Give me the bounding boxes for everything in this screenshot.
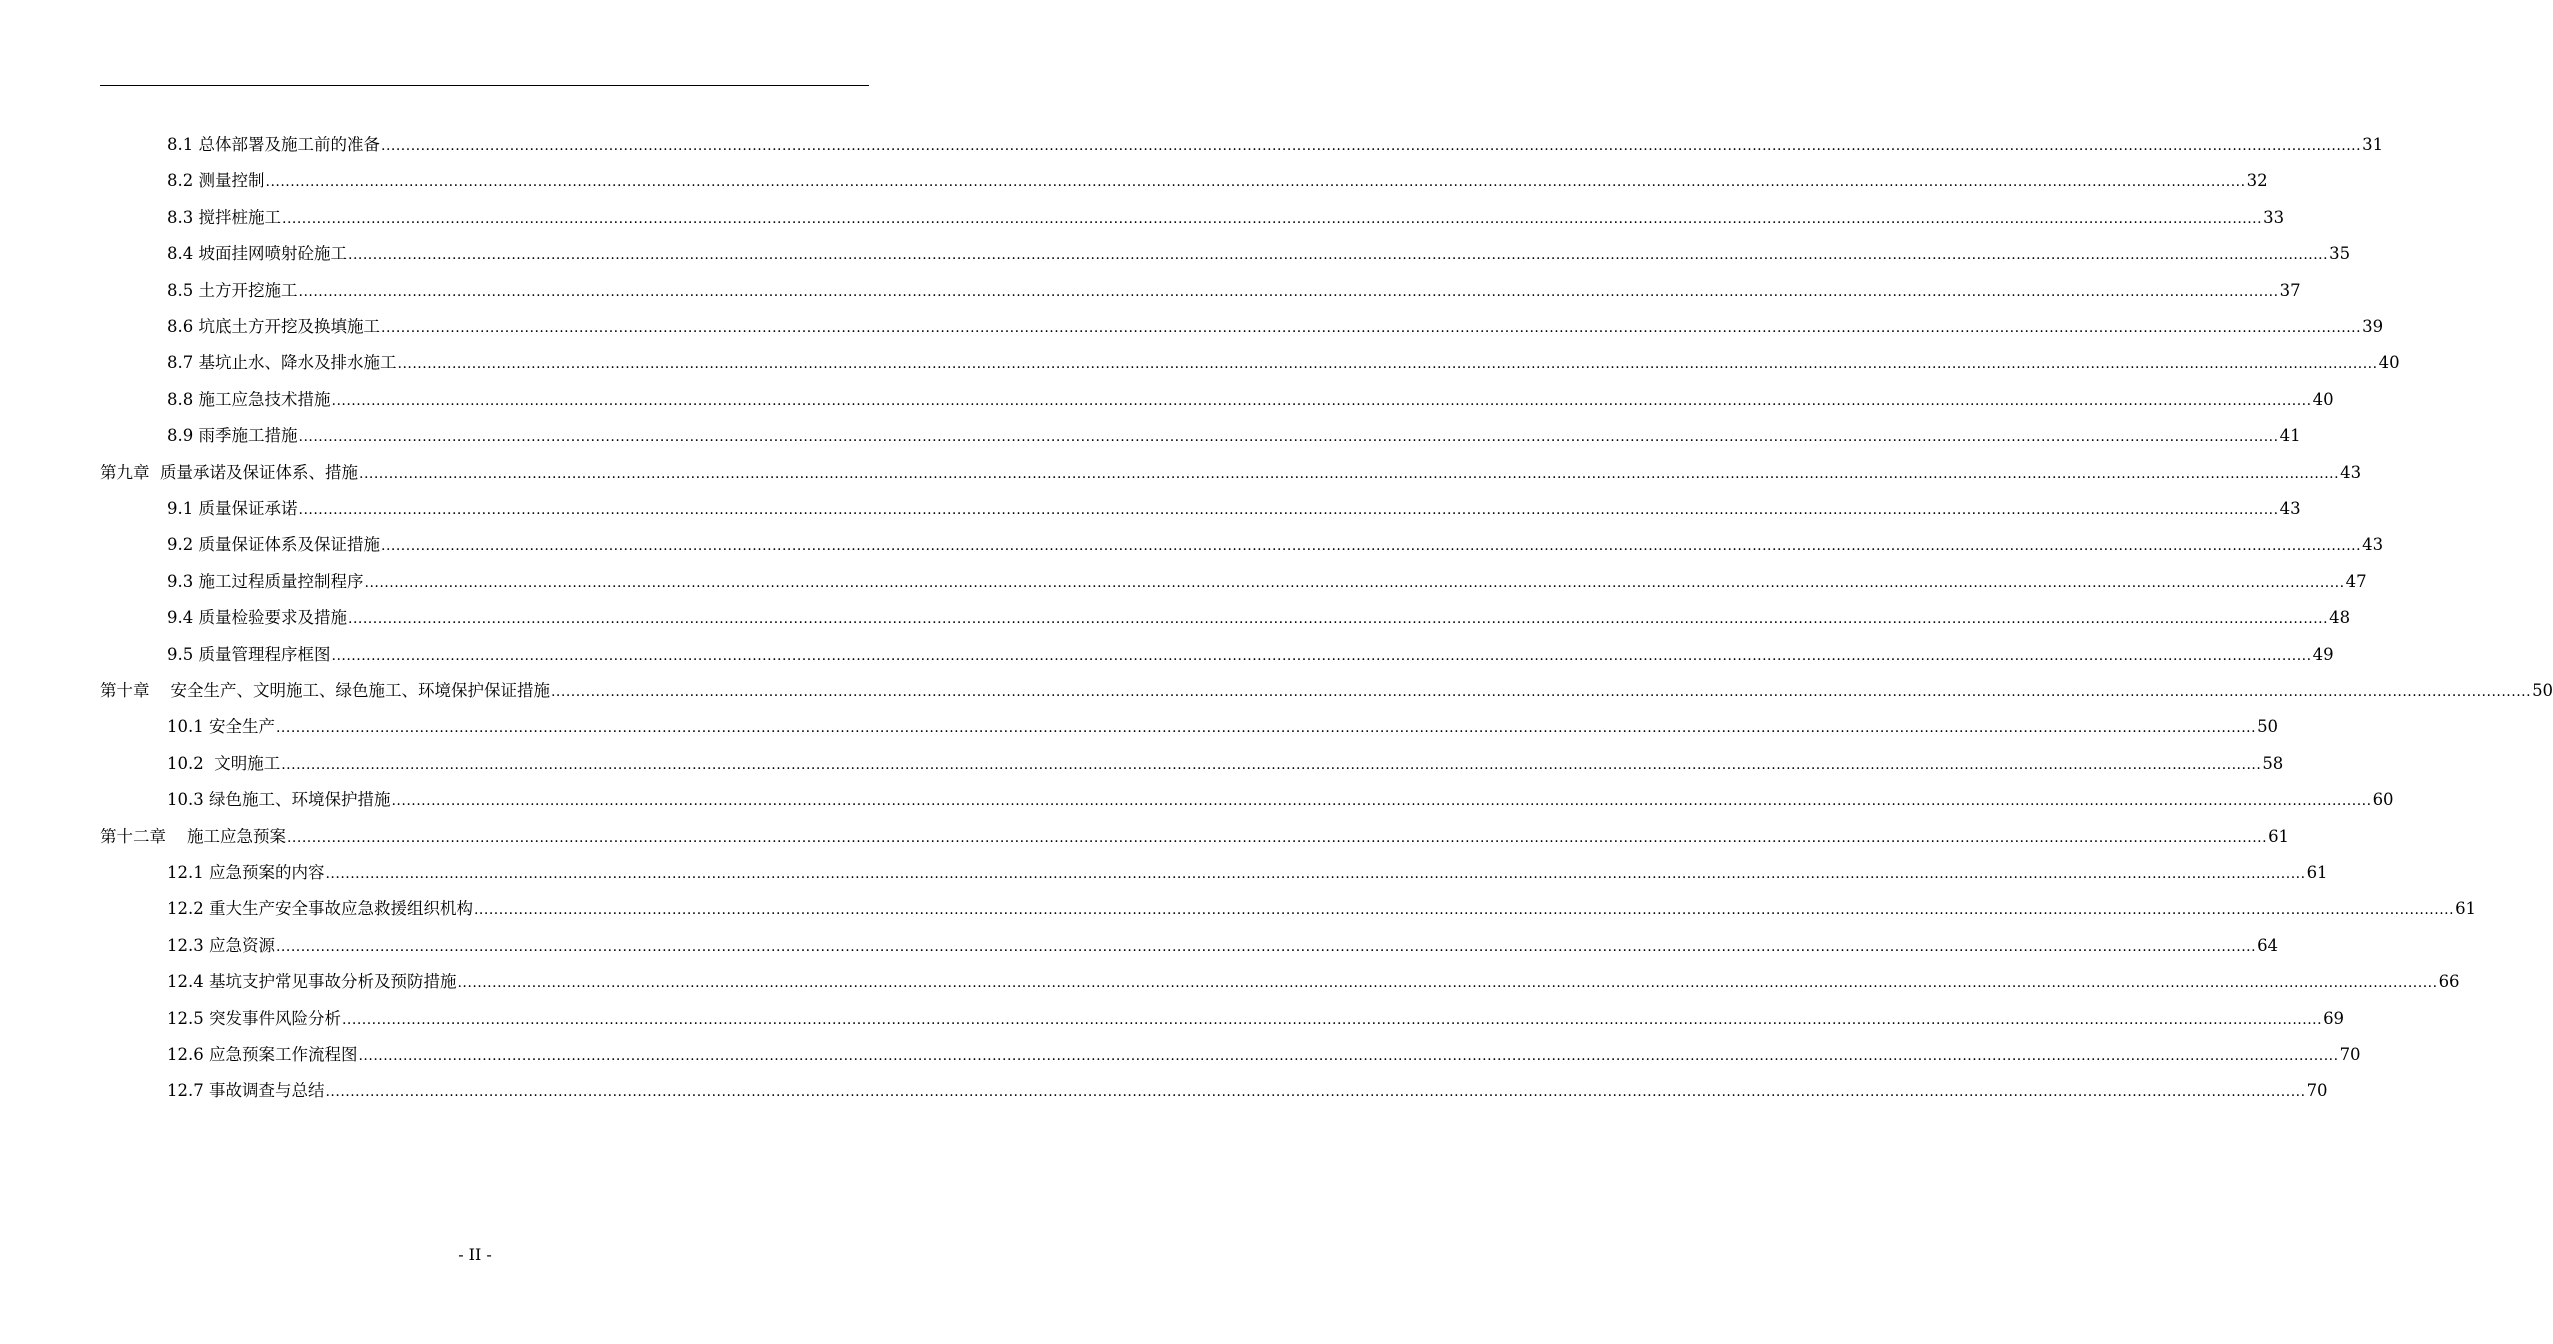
toc-section-entry[interactable] — [167, 228, 2351, 264]
toc-entry-page: 40 — [2312, 389, 2334, 409]
toc-section-entry[interactable] — [167, 119, 2384, 155]
toc-dot-leader: ................................................................................................................................................................................................................................................................................................................................................................................................................ — [381, 320, 2362, 336]
toc-entry-page: 70 — [2306, 1081, 2328, 1101]
toc-entry-page: 35 — [2329, 244, 2351, 264]
toc-entry-title: 8.6 坑底土方开挖及换填施工 — [167, 317, 380, 336]
toc-entry-title: 8.7 基坑止水、降水及排水施工 — [167, 353, 397, 373]
toc-entry-title: 8.8 施工应急技术措施 — [167, 389, 331, 409]
toc-entry-title: 8.9 雨季施工措施 — [167, 426, 298, 446]
toc-entry-page: 60 — [2372, 790, 2394, 810]
toc-section-entry[interactable] — [167, 1065, 2328, 1101]
toc-entry-page: 66 — [2438, 972, 2460, 992]
toc-entry-title: 10.2 文明施工 — [167, 753, 281, 773]
toc-dot-leader: ................................................................................................................................................................................................................................................................................................................................................................................................................ — [286, 829, 2268, 846]
toc-section-entry[interactable] — [167, 265, 2301, 301]
toc-dot-leader: ................................................................................................................................................................................................................................................................................................................................................................................................................ — [325, 866, 2306, 882]
toc-entry-page: 61 — [2306, 863, 2328, 882]
toc-section-entry[interactable] — [167, 847, 2328, 883]
toc-entry-title: 12.2 重大生产安全事故应急救援组织机构 — [167, 899, 473, 919]
toc-entry-title: 8.3 搅拌桩施工 — [167, 207, 281, 227]
toc-entry-title: 第十章 安全生产、文明施工、绿色施工、环境保护保证措施 — [100, 681, 550, 700]
toc-entry-page: 40 — [2378, 353, 2400, 373]
toc-entry-title: 9.3 施工过程质量控制程序 — [167, 571, 364, 591]
toc-entry-title: 12.7 事故调查与总结 — [167, 1081, 325, 1101]
toc-section-entry[interactable] — [167, 519, 2384, 555]
toc-dot-leader: ................................................................................................................................................................................................................................................................................................................................................................................................................ — [298, 283, 2279, 300]
toc-entry-page: 61 — [2455, 899, 2477, 919]
toc-section-entry[interactable] — [167, 337, 2400, 373]
toc-entry-page: 58 — [2262, 753, 2284, 773]
toc-entry-title: 8.4 坡面挂网喷射砼施工 — [167, 244, 347, 264]
toc-dot-leader: ................................................................................................................................................................................................................................................................................................................................................................................................................ — [457, 975, 2438, 992]
toc-entry-page: 43 — [2279, 499, 2301, 518]
toc-dot-leader: ................................................................................................................................................................................................................................................................................................................................................................................................................ — [381, 138, 2362, 154]
toc-entry-page: 43 — [2362, 535, 2384, 555]
toc-entry-title: 第九章 质量承诺及保证体系、措施 — [100, 462, 358, 482]
toc-entry-title: 第十二章 施工应急预案 — [100, 826, 286, 846]
toc-entry-title: 8.5 土方开挖施工 — [167, 280, 298, 300]
toc-entry-page: 49 — [2312, 644, 2334, 664]
toc-section-entry[interactable] — [167, 629, 2334, 665]
toc-chapter-entry[interactable] — [100, 811, 2290, 847]
toc-entry-title: 12.5 突发事件风险分析 — [167, 1008, 341, 1028]
toc-entry-title: 12.6 应急预案工作流程图 — [167, 1045, 358, 1064]
toc-section-entry[interactable] — [167, 592, 2351, 628]
toc-chapter-entry[interactable] — [100, 447, 2362, 483]
toc-section-entry[interactable] — [167, 738, 2284, 774]
toc-entry-page: 47 — [2345, 571, 2367, 591]
toc-entry-page: 61 — [2268, 826, 2290, 846]
toc-dot-leader: ................................................................................................................................................................................................................................................................................................................................................................................................................ — [298, 502, 2279, 518]
toc-dot-leader: ................................................................................................................................................................................................................................................................................................................................................................................................................ — [473, 902, 2455, 919]
toc-dot-leader: ................................................................................................................................................................................................................................................................................................................................................................................................................ — [282, 210, 2263, 227]
toc-section-entry[interactable] — [167, 774, 2394, 810]
toc-dot-leader: ................................................................................................................................................................................................................................................................................................................................................................................................................ — [381, 538, 2362, 555]
toc-dot-leader: ................................................................................................................................................................................................................................................................................................................................................................................................................ — [348, 611, 2329, 628]
toc-entry-page: 50 — [2257, 717, 2279, 737]
toc-entry-page: 43 — [2340, 462, 2362, 482]
toc-section-entry[interactable] — [167, 301, 2384, 337]
toc-section-entry[interactable] — [167, 374, 2334, 410]
toc-entry-title: 12.3 应急资源 — [167, 935, 275, 955]
toc-entry-title: 9.5 质量管理程序框图 — [167, 644, 331, 664]
toc-entry-title: 12.1 应急预案的内容 — [167, 863, 325, 882]
toc-dot-leader: ................................................................................................................................................................................................................................................................................................................................................................................................................ — [331, 647, 2312, 664]
toc-section-entry[interactable] — [167, 701, 2279, 737]
toc-entry-page: 41 — [2279, 426, 2301, 446]
toc-section-entry[interactable] — [167, 993, 2345, 1029]
toc-entry-page: 33 — [2263, 207, 2285, 227]
toc-section-entry[interactable] — [167, 920, 2279, 956]
toc-dot-leader: ................................................................................................................................................................................................................................................................................................................................................................................................................ — [341, 1011, 2323, 1028]
toc-entry-page: 64 — [2257, 935, 2279, 955]
toc-dot-leader: ................................................................................................................................................................................................................................................................................................................................................................................................................ — [359, 465, 2340, 482]
toc-entry-title: 8.2 测量控制 — [167, 171, 265, 191]
page-number: - II - — [458, 1245, 492, 1264]
toc-dot-leader: ................................................................................................................................................................................................................................................................................................................................................................................................................ — [391, 793, 2372, 810]
header-rule — [100, 85, 869, 86]
toc-dot-leader: ................................................................................................................................................................................................................................................................................................................................................................................................................ — [358, 1048, 2339, 1064]
toc-dot-leader: ................................................................................................................................................................................................................................................................................................................................................................................................................ — [364, 574, 2345, 591]
toc-section-entry[interactable] — [167, 483, 2301, 519]
toc-entry-page: 31 — [2362, 135, 2384, 154]
toc-entry-page: 32 — [2246, 171, 2268, 191]
toc-entry-title: 10.3 绿色施工、环境保护措施 — [167, 790, 391, 810]
toc-section-entry[interactable] — [167, 556, 2367, 592]
toc-section-entry[interactable] — [167, 155, 2268, 191]
toc-entry-page: 70 — [2339, 1045, 2361, 1064]
toc-dot-leader: ................................................................................................................................................................................................................................................................................................................................................................................................................ — [331, 392, 2312, 409]
toc-dot-leader: ................................................................................................................................................................................................................................................................................................................................................................................................................ — [275, 938, 2257, 955]
toc-dot-leader: ................................................................................................................................................................................................................................................................................................................................................................................................................ — [275, 720, 2257, 737]
toc-entry-page: 69 — [2323, 1008, 2345, 1028]
toc-entry-title: 9.2 质量保证体系及保证措施 — [167, 535, 380, 555]
toc-dot-leader: ................................................................................................................................................................................................................................................................................................................................................................................................................ — [298, 429, 2279, 446]
toc-chapter-entry[interactable] — [100, 665, 2553, 701]
toc-section-entry[interactable] — [167, 883, 2477, 919]
toc-dot-leader: ................................................................................................................................................................................................................................................................................................................................................................................................................ — [281, 756, 2262, 773]
toc-entry-page: 39 — [2362, 317, 2384, 336]
toc-dot-leader: ................................................................................................................................................................................................................................................................................................................................................................................................................ — [550, 684, 2532, 700]
toc-section-entry[interactable] — [167, 192, 2285, 228]
toc-entry-page: 48 — [2329, 608, 2351, 628]
toc-entry-title: 12.4 基坑支护常见事故分析及预防措施 — [167, 972, 457, 992]
toc-entry-page: 50 — [2532, 681, 2553, 700]
toc-section-entry[interactable] — [167, 956, 2460, 992]
toc-entry-page: 37 — [2279, 280, 2301, 300]
toc-dot-leader: ................................................................................................................................................................................................................................................................................................................................................................................................................ — [348, 247, 2329, 264]
toc-entry-title: 9.4 质量检验要求及措施 — [167, 608, 347, 628]
toc-entry-title: 8.1 总体部署及施工前的准备 — [167, 135, 380, 154]
toc-entry-title: 10.1 安全生产 — [167, 717, 275, 737]
toc-section-entry[interactable] — [167, 1029, 2361, 1065]
toc-entry-title: 9.1 质量保证承诺 — [167, 499, 298, 518]
toc-dot-leader: ................................................................................................................................................................................................................................................................................................................................................................................................................ — [325, 1084, 2306, 1101]
toc-dot-leader: ................................................................................................................................................................................................................................................................................................................................................................................................................ — [397, 356, 2378, 373]
toc-section-entry[interactable] — [167, 410, 2301, 446]
toc-dot-leader: ................................................................................................................................................................................................................................................................................................................................................................................................................ — [265, 174, 2246, 191]
